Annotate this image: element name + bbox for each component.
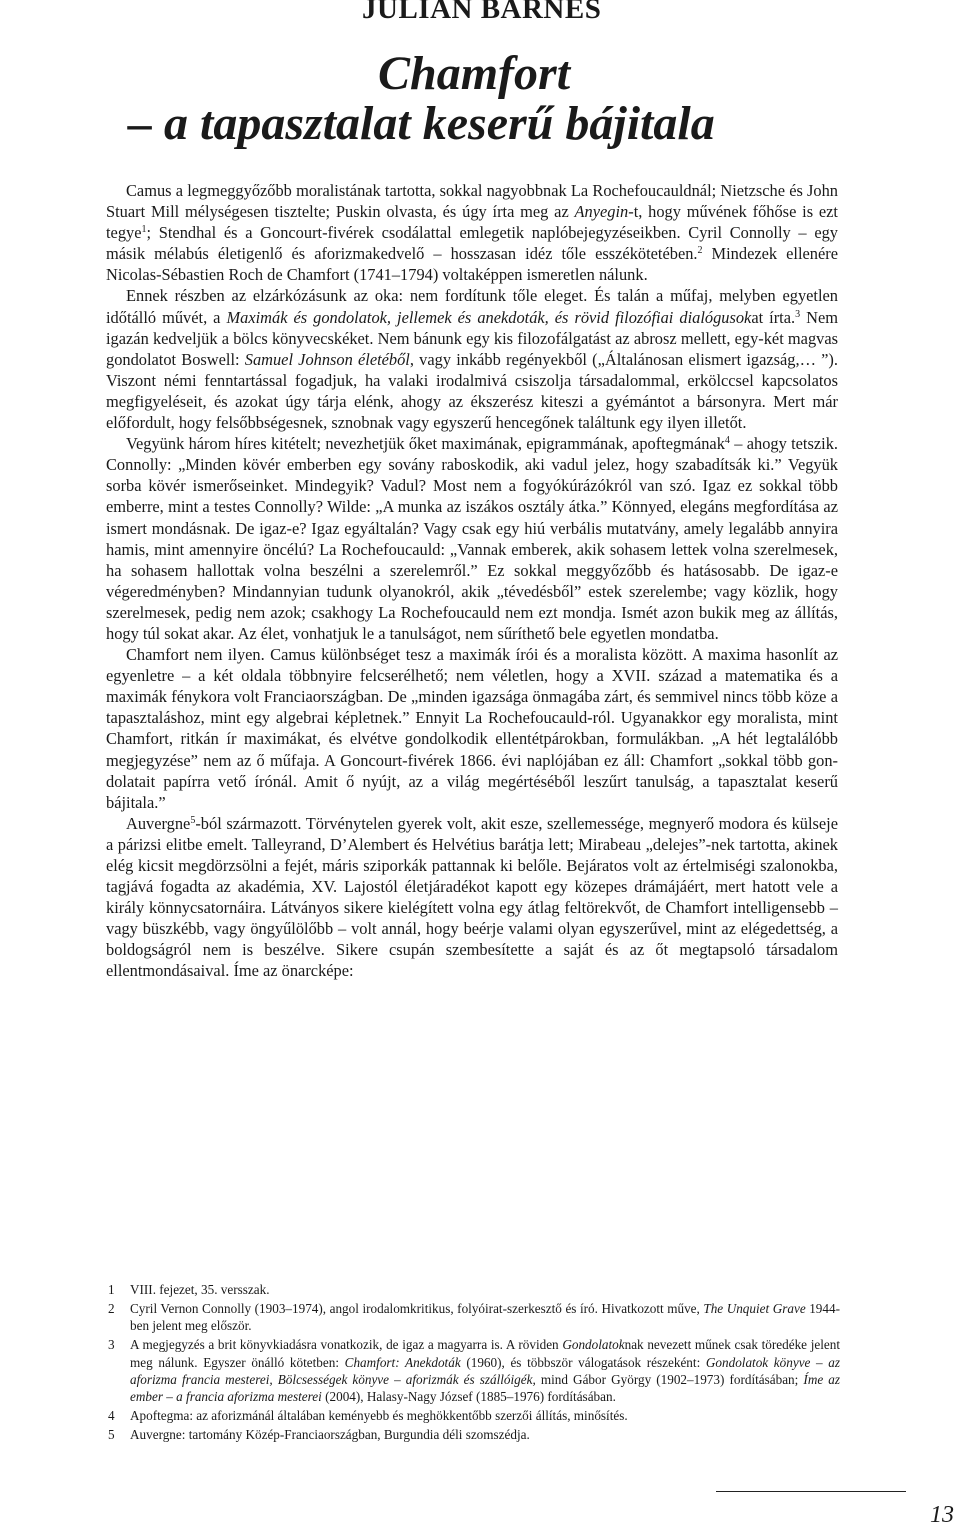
footnote-text — [130, 1336, 840, 1406]
footnote-text: Apoftegma: az aforizmánál általában keményebb és meghökkentőbb szerzői állítás, minősítés. — [130, 1408, 628, 1424]
footnote-2 — [108, 1300, 840, 1335]
italic-title: Gondolatok könyve – az aforizma francia mesterei, Bölcsességek könyve – aforizmák és szállóigék, — [130, 1354, 841, 1388]
page-number: 13 — [930, 1502, 954, 1528]
footnote-ref: 1 — [141, 224, 147, 236]
text-run: at írta. — [751, 307, 796, 327]
text-run: , vagy inkább regényekből („Általánosan elismert igazság,… ”). Viszont némi fenntartással fogadjuk, ha valaki irodalmivá csiszolja társadalommal, erkölccsel kapcsolatos megfigyeléseit, és azokat úgy tárja elénk, ahogy az ékszerész kiteszi a gyémántot a bársonyra. Mert már előfordult, hogy felsőbbségesnek, sznobnak vagy egyszerű hencegőnek találtunk egy ilyen illetőt. — [106, 349, 838, 433]
paragraph-3 — [106, 433, 838, 644]
text-run: (2004), Halasy-Nagy József (1885–1976) fordításában. — [321, 1389, 616, 1405]
footnote-3 — [108, 1336, 840, 1406]
text-run: Auvergne — [126, 813, 191, 833]
paragraph-5 — [106, 813, 838, 982]
article-title: Chamfort — [378, 47, 571, 100]
footnote-text: Auvergne: tartomány Közép-Franciaországban, Burgundia déli szomszédja. — [130, 1427, 530, 1443]
footnotes — [108, 1281, 840, 1445]
text-run: Camus a legmeggyőzőbb moralistának tartotta, sokkal nagyobbnak La Rochefoucauldnál; Nietzsche és John Stuart Mill mélységesen tisztelte; Puskin olvasta, és úgy írta meg az — [106, 181, 838, 222]
text-run: Cyril Vernon Connolly (1903–1974), angol irodalomkritikus, folyóirat-szerkesztő és író. Hivatkozott műve, — [130, 1300, 704, 1316]
footnote-text: VIII. fejezet, 35. versszak. — [130, 1282, 270, 1297]
text-run: ; Stendhal és a Goncourt-fivérek csodálattal emlegetik naplóbejegyzéseikben. Cyril Connolly – egy másik mélabús életigenlő és aforizmakedvelő – hosszasan idéz tőle esszékötetében. — [106, 223, 838, 264]
text-run: Mindezek ellenére Nicolas-Sébastien Roch de Chamfort (1741–1794) voltaképpen ismeretlen nálunk. — [106, 244, 838, 285]
italic-title: Samuel Johnson életéből — [244, 349, 410, 369]
text-run: Nem igazán kedveljük a bölcs könyvecskéket. Nem bánunk egy kis filozofálgatást az abrosz mellett, egy-két magvas gondolatot Boswell: — [106, 307, 838, 369]
text-run: -ból származott. Törvénytelen gyerek volt, akit esze, szellemessége, megnyerő modora és külseje a párizsi elitbe emelt. Talleyrand, D’Alembert és Helvétius barátja lett; Mirabeau „delejes”-nek tartotta, akinek elég kicsit megdörzsölni a fejét, máris sziporkák pattannak ki belőle. Bejáratos volt az értelmiségi szalonokba, tagjává fogadta az akadémia, XV. Lajostól életjáradékot kapott egy közepes drámájáért, mert hatott vele a király könnycsatornáira. Látványos sikere kielégített volna egy átlag feltörekvőt, de Chamfort intelligensebb – vagy büszkébb, vagy öngyűlölőbb – volt annál, hogy beérje valami olyan egyszerűvel, mint az elégedettség, a boldogságról nem is beszélve. Sikere csupán szembesítette a saját és az őt megtapsoló társadalom ellentmondásaival. Íme az önarcképe: — [106, 813, 838, 981]
text-run: – ahogy tetszik. Connolly: „Minden kövér emberben egy sovány raboskodik, aki vadul jelez, hogy szabadítsák ki.” Vegyük sorba kövér ismerőseinket. Mindegyik? Vadul? Most nem a fogyókúrázókról van szó. Igaz ez sokkal több emberre, mint a testes Connolly? Wilde: „A munka az iszákos osztály átka.” Könnyed, elegáns megfordítása az ismert mondásnak. De igaz-e? Igaz egyáltalán? Vagy csak egy hiú verbális mutatvány, amely legalább annyira hamis, mint amennyire öncélú? La Rochefoucauld: „Vannak emberek, akik sohasem lettek volna szerelmesek, ha sohasem hallottak volna beszélni a szerelemről.” Ez sokkal meggyőzőbb és hatásosabb. De igaz-e végeredményben? Mindannyian tudunk olyanokról, akik „tévedésből” estek szerelembe; vagy közlik, hogy szerelmesek, pedig nem azok; csakhogy La Rochefoucauld nem ezt mondja. Ismét azon bukik meg az állítás, hogy túl sokat akar. Az élet, vonhatjuk le a tanulságot, nem sűríthető bele egyetlen mondatba. — [106, 434, 838, 643]
footnote-ref: 4 — [724, 435, 730, 447]
italic-title: Gondolatok — [562, 1337, 625, 1353]
paragraph-2 — [106, 285, 838, 433]
text-run: mind Gábor György (1902–1973) fordításában; — [535, 1372, 804, 1388]
text-run: Vegyünk három híres kitételt; nevezhetjük őket maximának, epigrammának, apoftegmának — [126, 434, 725, 454]
footnote-number: 2 — [108, 1300, 115, 1316]
italic-title: Anyegin — [574, 202, 629, 222]
footnote-number: 5 — [108, 1427, 115, 1443]
footnote-text — [130, 1300, 840, 1335]
footnote-ref: 2 — [697, 245, 703, 257]
text-run: nak nevezett műnek csak töredéke jelent meg nálunk. Egyszer önálló kötetben: — [130, 1337, 840, 1370]
footnote-number: 3 — [108, 1337, 115, 1353]
footnote-number: 1 — [108, 1282, 115, 1297]
text-run: A megjegyzés a brit könyvkiadásra vonatkozik, de igaz a magyarra is. A röviden — [130, 1337, 563, 1353]
text-run: -t, hogy művének főhőse is ezt tegye — [106, 202, 838, 243]
italic-title: Chamfort: Anekdoták — [344, 1354, 461, 1370]
footnote-1 — [108, 1281, 840, 1298]
italic-title: Maximák és gondolatok, jellemek és anekdoták, és rövid filozófiai dialógusok — [226, 307, 752, 327]
text-run: 1944-ben jelent meg először. — [130, 1300, 840, 1334]
article-body — [106, 180, 838, 982]
italic-title: Íme az ember – a francia aforizma mesterei — [130, 1372, 841, 1405]
footnote-4 — [108, 1407, 840, 1424]
italic-title: The Unquiet Grave — [703, 1300, 806, 1316]
page-number-rule — [716, 1491, 906, 1492]
text-run: (1960), és többször válogatások részeként: — [460, 1354, 706, 1370]
footnote-5 — [108, 1426, 840, 1443]
footnote-ref: 5 — [190, 814, 196, 826]
paragraph-1 — [106, 180, 838, 285]
article-subtitle: – a tapasztalat keserű bájitala — [128, 97, 715, 150]
paragraph-4: Chamfort nem ilyen. Camus különbséget tesz a maximák írói és a moralista között. A maxima hasonlít az egyenletre – a két oldala többnyire felcserélhető; nem véletlen, hogy a XVII. század a matematika és a maximák fénykora volt Franciaországban. De „minden igazsága önmagába zárt, és semmivel nincs több köze a tapasztaláshoz, mint egy algebrai képletnek.” Ennyit La Rochefoucauld-ról. Ugyanakkor egy moralista, mint Chamfort, ritkán ír maximákat, és elvétve gondolkodik ellentétpárokban, formulákban. „A hét legtalálóbb megjegyzése” nem az ő műfaja. A Goncourt-fivérek 1866. évi naplójában ez áll: Chamfort „sokkal több gondolatait papírra vető írónál. Amit ő nyújt, az a világ megértéséből leszűrt tanulság, a tapasztalat keserű bájitala.” — [106, 645, 838, 812]
footnote-number: 4 — [108, 1408, 115, 1424]
footnote-ref: 3 — [795, 308, 801, 320]
author-name: JULIAN BARNES — [362, 0, 602, 25]
text-run: Ennek részben az elzárkózásunk az oka: nem fordítunk tőle eleget. És talán a műfaj, melyben egyetlen időtálló művét, a — [106, 286, 838, 327]
